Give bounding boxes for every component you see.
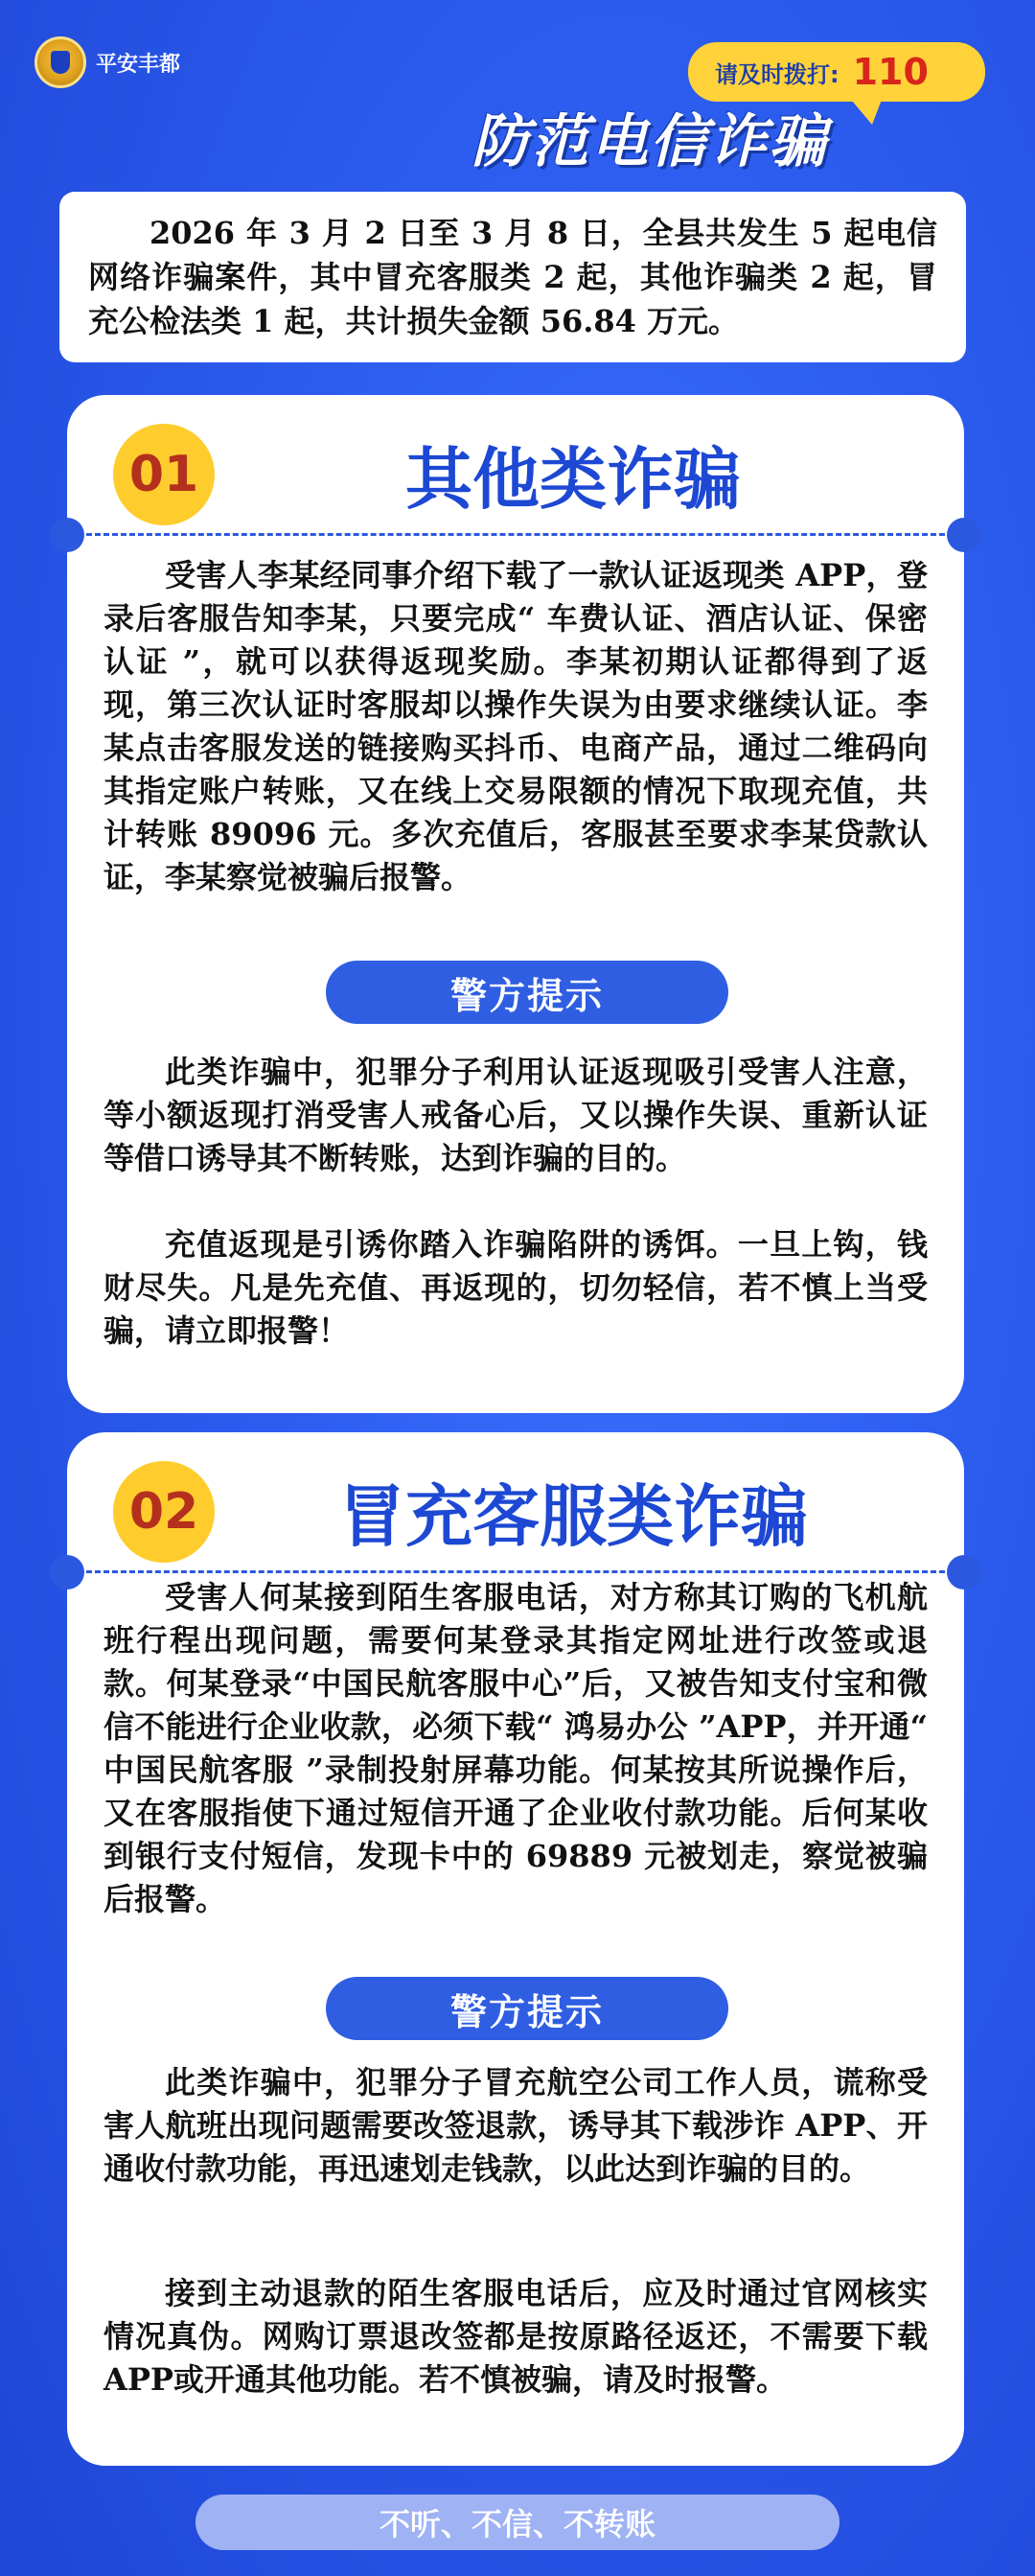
divider-dot-left	[50, 1555, 84, 1590]
hotline-number: 110	[852, 51, 929, 93]
police-badge	[34, 36, 180, 88]
card-header	[67, 395, 964, 529]
police-tip-paragraph-2: 接到主动退款的陌生客服电话后，应及时通过官网核实情况真伪。网购订票退改签都是按原路径返还，不需要下载APP或开通其他功能。若不慎被骗，请及时报警。	[104, 2275, 928, 2398]
hotline-bubble	[688, 42, 985, 102]
divider-dot-right	[947, 1555, 981, 1590]
police-emblem-icon	[34, 36, 86, 88]
case-number-badge: 01	[113, 424, 215, 525]
dashed-divider	[86, 1570, 945, 1573]
case-number-badge: 02	[113, 1461, 215, 1563]
footer-slogan: 不听、不信、不转账	[196, 2495, 840, 2550]
police-tip-paragraph-2: 充值返现是引诱你踏入诈骗陷阱的诱饵。一旦上钩，钱财尽失。凡是先充值、再返现的，切勿轻信，若不慎上当受骗，请立即报警！	[104, 1226, 928, 1349]
divider-dot-right	[947, 518, 981, 552]
case-card-1	[67, 395, 964, 1413]
case-title: 其他类诈骗	[405, 440, 741, 519]
police-tip-paragraph-1: 此类诈骗中，犯罪分子冒充航空公司工作人员，谎称受害人航班出现问题需要改签退款，诱导其下载涉诈 APP、开通收付款功能，再迅速划走钱款，以此达到诈骗的目的。	[104, 2064, 928, 2187]
police-tip-paragraph-1: 此类诈骗中，犯罪分子利用认证返现吸引受害人注意，等小额返现打消受害人戒备心后，又以操作失误、重新认证等借口诱导其不断转账，达到诈骗的目的。	[104, 1054, 928, 1176]
case-title: 冒充客服类诈骗	[338, 1477, 808, 1556]
badge-text: 平安丰都	[96, 52, 181, 77]
dashed-divider	[86, 533, 945, 536]
case-description: 受害人李某经同事介绍下载了一款认证返现类 APP，登录后客服告知李某，只要完成“ 车费认证、酒店认证、保密认证 ”，就可以获得返现奖励。李某初期认证都得到了返现，第三次认证时客服却以操作失误为由要求继续认证。李某点击客服发送的链接购买抖币、电商产品，通过二维码向其指定账户转账，又在线上交易限额的情况下取现充值，共计转账 89096 元。多次充值后，客服甚至要求李某贷款认证，李某察觉被骗后报警。	[104, 557, 928, 895]
police-tip-label: 警方提示	[326, 961, 728, 1024]
weekly-summary: 2026 年 3 月 2 日至 3 月 8 日，全县共发生 5 起电信网络诈骗案件，其中冒充客服类 2 起，其他诈骗类 2 起，冒充公检法类 1 起，共计损失金额 56.84 万元。	[59, 192, 966, 362]
card-header	[67, 1432, 964, 1566]
page-headline: 防范电信诈骗	[472, 108, 828, 175]
police-tip-label: 警方提示	[326, 1977, 728, 2040]
case-description: 受害人何某接到陌生客服电话，对方称其订购的飞机航班行程出现问题，需要何某登录其指定网址进行改签或退款。何某登录“中国民航客服中心”后，又被告知支付宝和微信不能进行企业收款，必须下载“ 鸿易办公 ”APP，并开通“ 中国民航客服 ”录制投射屏幕功能。何某按其所说操作后，又在客服指使下通过短信开通了企业收付款功能。后何某收到银行支付短信，发现卡中的 69889 元被划走，察觉被骗后报警。	[104, 1579, 928, 1917]
hotline-label: 请及时拨打:	[715, 60, 840, 88]
case-card-2	[67, 1432, 964, 2466]
divider-dot-left	[50, 518, 84, 552]
